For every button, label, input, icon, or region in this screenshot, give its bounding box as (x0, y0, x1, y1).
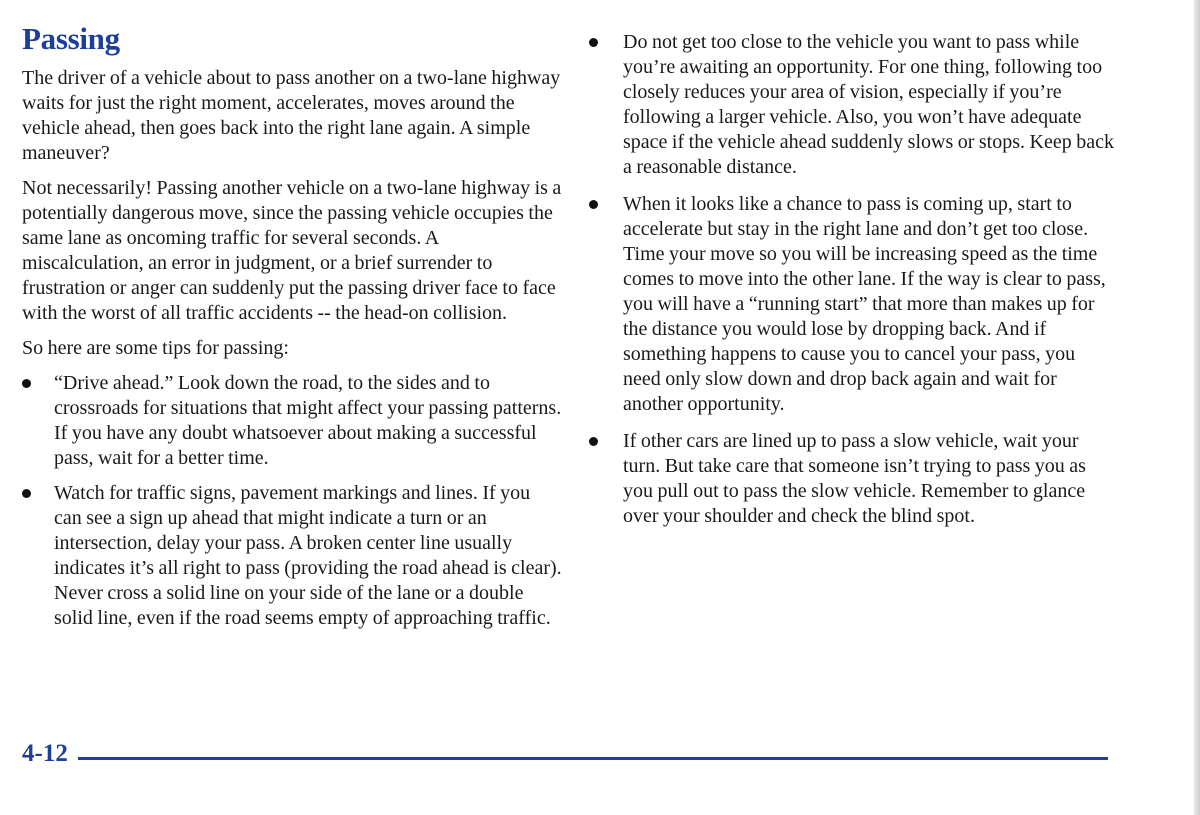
danger-paragraph: Not necessarily! Passing another vehicle on a two-lane highway is a potentially dangerous move, since the passing vehicle occupies the same lane as oncoming traffic for several seconds. A miscalculation, an error in judgment, or a brief surrender to frustration or anger can suddenly put the passing driver face to face with the worst of all traffic accidents -- the head-on collision. (22, 177, 562, 324)
list-item (22, 371, 562, 471)
tips-intro-paragraph: So here are some tips for passing: (22, 337, 289, 359)
bullet-dot-icon (589, 38, 598, 47)
right-column (586, 30, 1116, 541)
left-bullet-list (22, 371, 562, 631)
intro-paragraph: The driver of a vehicle about to pass another on a two-lane highway waits for just the right moment, accelerates, moves around the vehicle ahead, then goes back into the right lane again. A simple maneuver? (22, 67, 561, 164)
bullet-dot-icon (22, 489, 31, 498)
bullet-dot-icon (22, 379, 31, 388)
footer-rule-divider (78, 757, 1108, 760)
bullet-text: Do not get too close to the vehicle you want to pass while you’re awaiting an opportunity. For one thing, following too closely reduces your area of vision, especially if you’re following a larger vehicle. Also, you won’t have adequate space if the vehicle ahead suddenly slows or stops. Keep back a reasonable distance. (623, 31, 1114, 178)
page-title: Passing (22, 21, 120, 56)
list-item (586, 192, 1116, 417)
right-bullet-list (586, 30, 1116, 529)
left-column (22, 22, 562, 641)
bullet-text: “Drive ahead.” Look down the road, to the sides and to crossroads for situations that might affect your passing patterns. If you have any doubt whatsoever about making a successful pass, wait for a better time. (54, 372, 562, 469)
bullet-text: Watch for traffic signs, pavement markings and lines. If you can see a sign up ahead that might indicate a turn or an intersection, delay your pass. A broken center line usually indicates it’s all right to pass (providing the road ahead is clear). Never cross a solid line on your side of the lane or a double solid line, even if the road seems empty of approaching traffic. (54, 482, 562, 629)
page-footer (22, 740, 1108, 770)
page-number: 4-12 (22, 740, 68, 767)
list-item (586, 30, 1116, 180)
bullet-text: If other cars are lined up to pass a slow vehicle, wait your turn. But take care that someone isn’t trying to pass you as you pull out to pass the slow vehicle. Remember to glance over your shoulder and check the blind spot. (623, 430, 1086, 527)
bullet-dot-icon (589, 437, 598, 446)
list-item (22, 481, 562, 631)
page-edge-shadow (1194, 0, 1200, 815)
bullet-dot-icon (589, 200, 598, 209)
list-item (586, 429, 1116, 529)
bullet-text: When it looks like a chance to pass is coming up, start to accelerate but stay in the right lane and don’t get too close. Time your move so you will be increasing speed as the time comes to move into the other lane. If the way is clear to pass, you will have a “running start” that more than makes up for the distance you would lose by dropping back. And if something happens to cause you to cancel your pass, you need only slow down and drop back again and wait for another opportunity. (623, 193, 1106, 415)
